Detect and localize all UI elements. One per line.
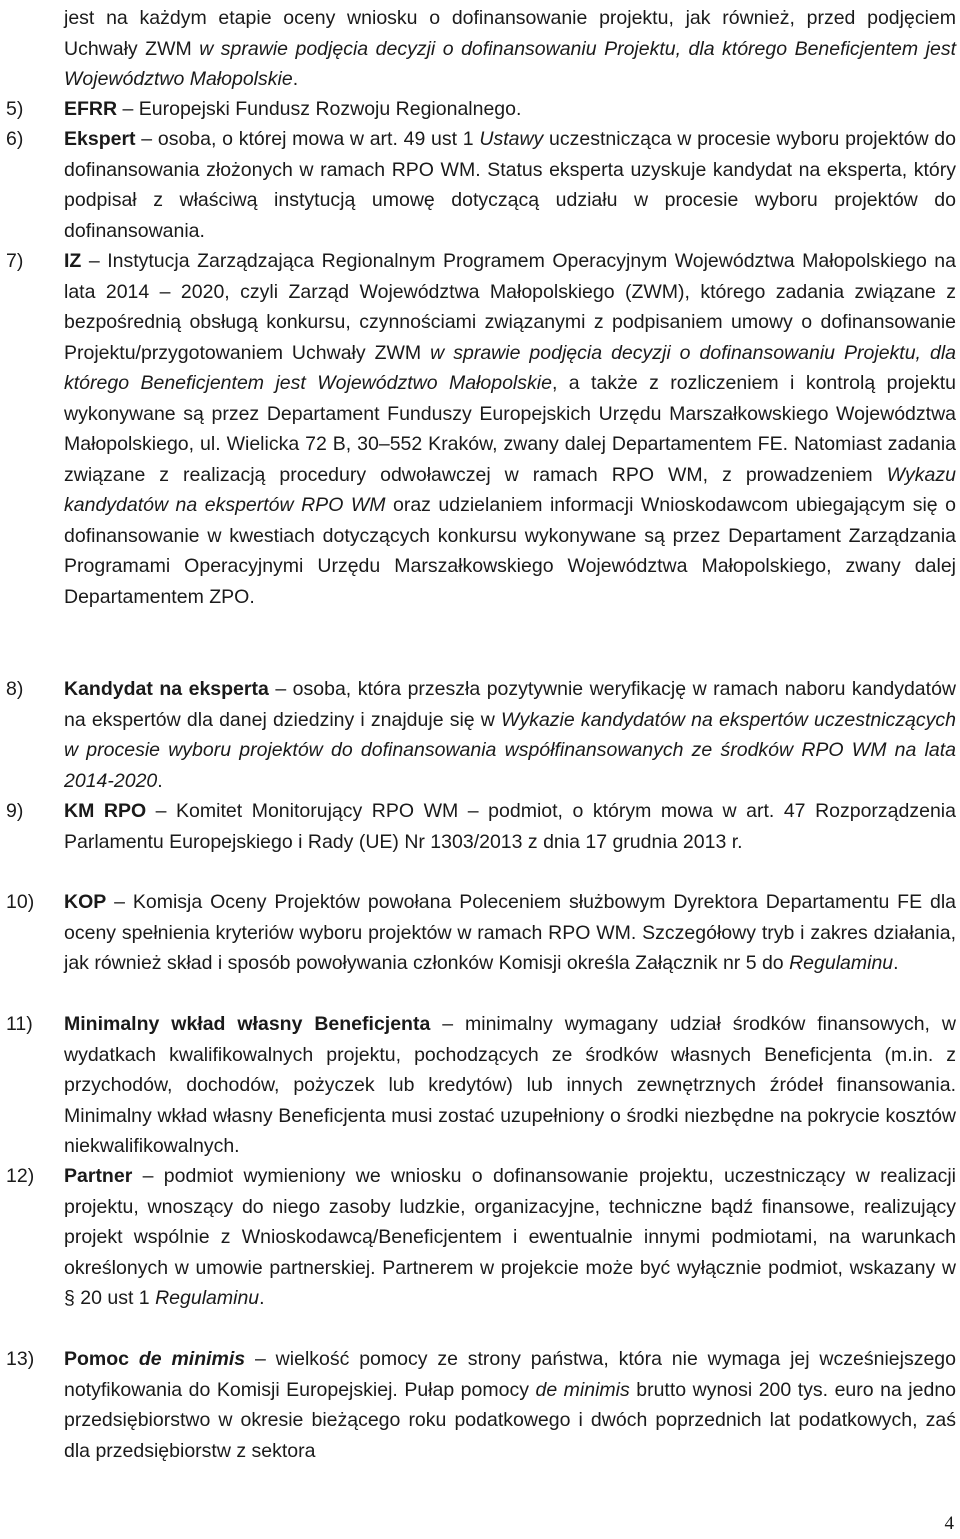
definition-text [64, 246, 956, 612]
italic-reference: w sprawie podjęcia decyzji o dofinansowaniu Projektu, dla którego Beneficjentem jest Województwo Małopolskie [64, 341, 956, 394]
term: IZ [64, 250, 82, 272]
text-run: jest na każdym etapie oceny wniosku o dofinansowanie projektu, jak również, przed podjęciem Uchwały ZWM [64, 7, 956, 60]
term: KM RPO [64, 800, 147, 822]
definition-item [6, 94, 956, 125]
item-number: 11) [6, 1013, 33, 1035]
item-number: 8) [6, 678, 24, 700]
term: Kandydat na eksperta [64, 678, 269, 700]
text-run: – osoba, o której mowa w art. 49 ust 1 [135, 128, 480, 150]
term: de minimis [138, 1348, 246, 1370]
text-run: . [157, 769, 163, 792]
definition-item [6, 674, 956, 796]
italic-reference: Wykazie kandydatów na ekspertów uczestniczących w procesie wyboru projektów do dofinansowania współfinansowanych ze środków RPO WM na lata 2014-2020 [64, 708, 956, 792]
definition-item [6, 1161, 956, 1314]
definition-text [64, 94, 956, 125]
term: EFRR [64, 98, 118, 120]
item-number: 10) [6, 891, 35, 913]
item-number: 5) [6, 98, 24, 120]
definition-item [6, 124, 956, 246]
text-run: – Komisja Oceny Projektów powołana Poleceniem służbowym Dyrektora Departamentu FE dla oceny spełnienia kryteriów wyboru projektów w ramach RPO WM. Szczegółowy tryb i zakres działania, jak również skład i sposób powoływania członków Komisji określa Załącznik nr 5 do [64, 891, 956, 974]
text-run: – minimalny wymagany udział środków finansowych, w wydatkach kwalifikowalnych projektu, pochodzących ze środków własnych Beneficjenta (m.in. z przychodów, dochodów, pożyczek lub kredytów) lub innych zewnętrznych źródeł finansowania. Minimalny wkład własny Beneficjenta musi zostać uzupełniony o środki niezbędne na pokrycie kosztów niekwalifikowalnych. [64, 1013, 956, 1157]
text-run: . [259, 1287, 265, 1309]
text-run: uczestnicząca w procesie wyboru projektów do dofinansowania złożonych w ramach RPO WM. Status eksperta uzyskuje kandydat na eksperta, który podpisał z właściwą instytucją umowę dotyczącą udziału w procesie wyboru projektów do dofinansowania. [64, 128, 956, 242]
definition-text [64, 887, 956, 979]
definition-text [64, 1009, 956, 1162]
item-number: 13) [6, 1348, 35, 1370]
italic-reference: Ustawy [479, 128, 544, 150]
definition-text [64, 1161, 956, 1314]
text-run: . [893, 952, 899, 974]
item-number: 6) [6, 128, 24, 150]
text-run: – osoba, która przeszła pozytywnie weryfikację w ramach naboru kandydatów na ekspertów dla danej dziedziny i znajduje się w [64, 678, 956, 731]
text-run: – Europejski Fundusz Rozwoju Regionalnego. [117, 98, 522, 120]
definition-item [6, 246, 956, 612]
definition-item [6, 887, 956, 979]
term: KOP [64, 891, 107, 913]
text-run: oraz udzielaniem informacji Wnioskodawcom ubiegającym się o dofinansowanie w kwestiach dotyczących konkursu wykonywane są przez Departament Zarządzania Programami Operacyjnymi Urzędu Marszałkowskiego Województwa Małopolskiego, zwany dalej Departamentem ZPO. [64, 494, 956, 608]
page-number: 4 [944, 1513, 954, 1534]
text-run: – Instytucja Zarządzająca Regionalnym Programem Operacyjnym Województwa Małopolskiego na lata 2014 – 2020, czyli Zarząd Województwa Małopolskiego (ZWM), którego zadania związane z bezpośrednią obsługą konkursu, czynnościami związanymi z podpisaniem umowy o dofinansowanie Projektu/przygotowaniem Uchwały ZWM [64, 250, 956, 364]
text-run: – wielkość pomocy ze strony państwa, która nie wymaga jej wcześniejszego notyfikowania do Komisji Europejskiej. Pułap pomocy [64, 1348, 956, 1401]
intro-paragraph [64, 3, 956, 95]
italic-reference: Regulaminu [155, 1287, 260, 1309]
italic-reference: de minimis [535, 1378, 630, 1401]
definition-text [64, 124, 956, 246]
definition-item [6, 1344, 956, 1466]
item-number: 9) [6, 800, 24, 822]
term: Ekspert [64, 128, 136, 150]
item-number: 7) [6, 250, 24, 272]
item-number: 12) [6, 1165, 35, 1187]
definition-text [64, 674, 956, 796]
text-run: – podmiot wymieniony we wniosku o dofinansowanie projektu, uczestniczący w realizacji projektu, wnoszący do niego zasoby ludzkie, organizacyjne, techniczne bądź finansowe, realizujący projekt wspólnie z Wnioskodawcą/Beneficjentem i ewentualnie innymi podmiotami, na warunkach określonych w umowie partnerskiej. Partnerem w projekcie może być wyłącznie podmiot, wskazany w § 20 ust 1 [64, 1165, 956, 1309]
text-run: . [292, 68, 299, 90]
definition-item [6, 1009, 956, 1162]
text-run: brutto wynosi 200 tys. euro na jedno przedsiębiorstwo w okresie bieżącego roku podatkowego i dwóch poprzednich lat podatkowych, zaś dla przedsiębiorstw z sektora [64, 1378, 957, 1462]
term: Partner [64, 1165, 133, 1187]
italic-reference: Wykazu kandydatów na ekspertów RPO WM [64, 463, 956, 516]
term: Pomoc [64, 1348, 139, 1370]
italic-reference: w sprawie podjęcia decyzji o dofinansowaniu Projektu, dla którego Beneficjentem jest Województwo Małopolskie [64, 37, 956, 90]
definition-text [64, 796, 956, 857]
definition-item [6, 796, 956, 857]
text-run: – Komitet Monitorujący RPO WM – podmiot, o którym mowa w art. 47 Rozporządzenia Parlamentu Europejskiego i Rady (UE) Nr 1303/2013 z dnia 17 grudnia 2013 r. [64, 800, 956, 853]
definition-text [64, 1344, 956, 1466]
italic-reference: Regulaminu [789, 952, 894, 974]
text-run: , a także z rozliczeniem i kontrolą projektu wykonywane są przez Departament Funduszy Europejskich Urzędu Marszałkowskiego Województwa Małopolskiego, ul. Wielicka 72 B, 30–552 Kraków, zwany dalej Departamentem FE. Natomiast zadania związane z realizacją procedury odwoławczej w ramach RPO WM, z prowadzeniem [64, 372, 956, 486]
term: Minimalny wkład własny Beneficjenta [64, 1013, 431, 1035]
